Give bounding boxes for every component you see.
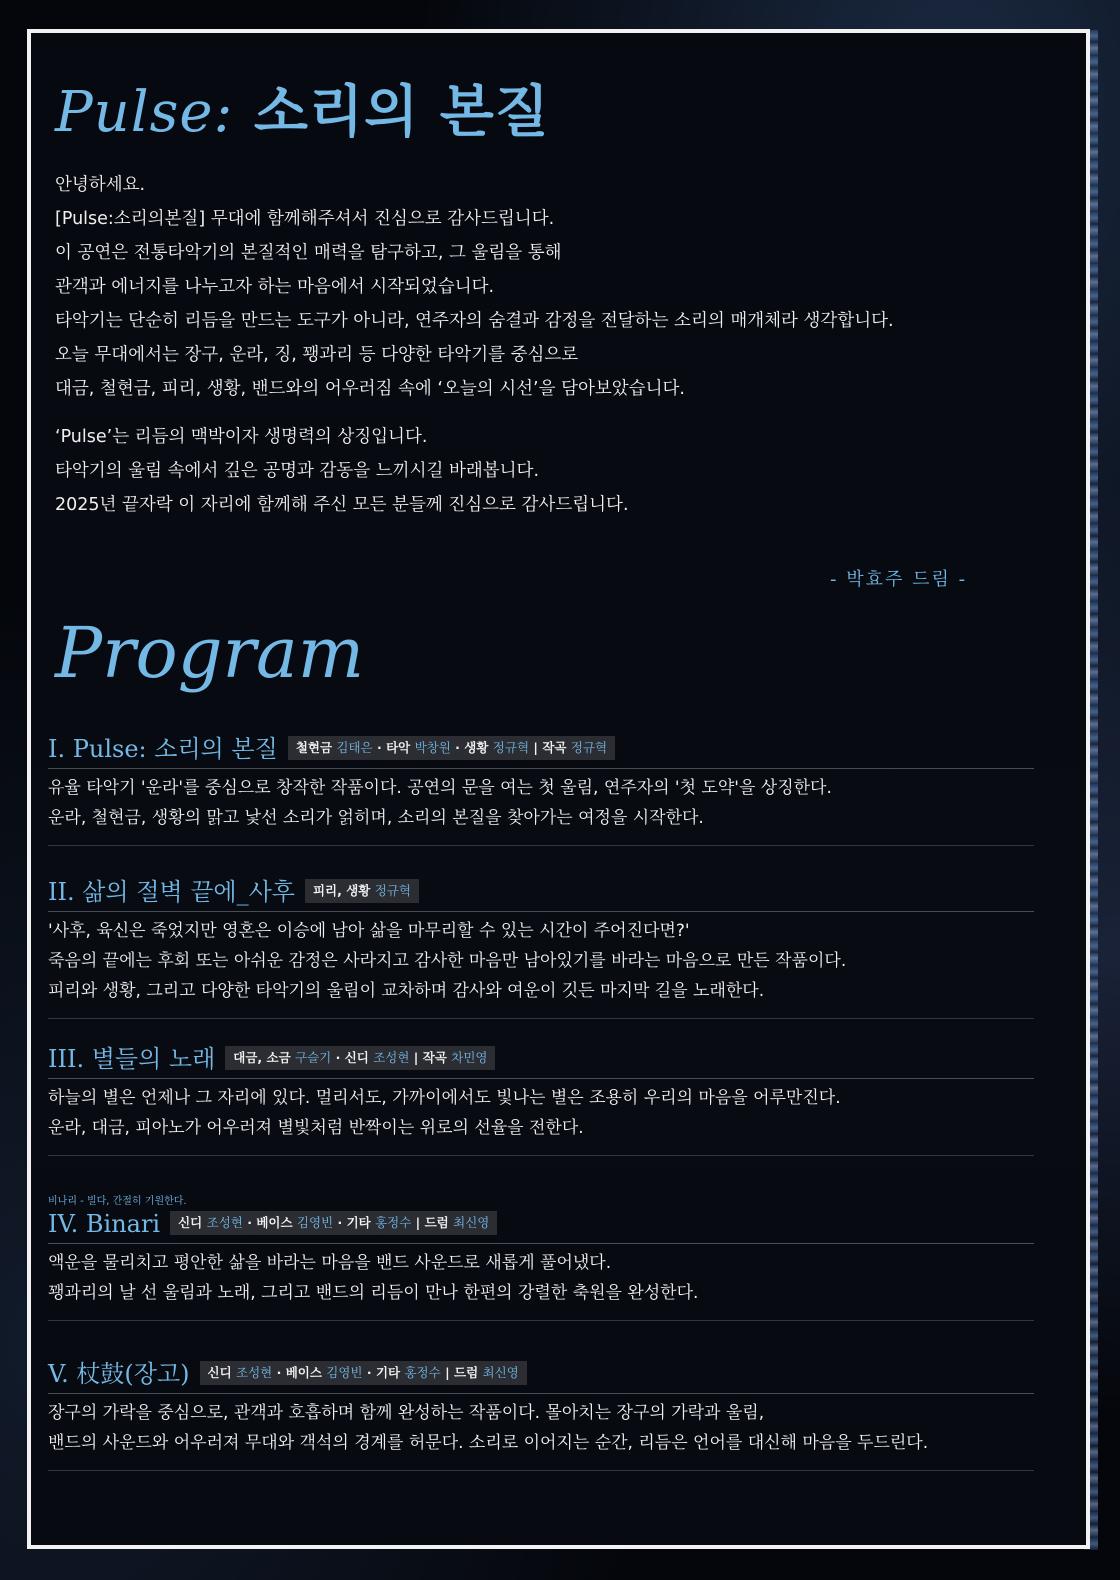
credit-name: 조성현 [206,1215,243,1230]
description-line: 운라, 대금, 피아노가 어우러져 별빛처럼 반짝이는 위로의 선율을 전한다. [48,1118,584,1138]
credit-name: 조성현 [236,1365,273,1380]
divider [48,1470,1034,1471]
credit-role: 기타 [375,1365,405,1380]
description-line: 밴드의 사운드와 어우러져 무대와 객석의 경계를 허문다. 소리로 이어지는 순간, 리듬은 언어를 대신해 마음을 두드린다. [48,1433,929,1453]
intro-line: 오늘 무대에서는 장구, 운라, 징, 꽹과리 등 다양한 타악기를 중심으로 [55,345,579,365]
credit-role: 생황 [464,740,493,755]
program-piece [48,873,1034,1019]
intro-line: 관객과 에너지를 나누고자 하는 마음에서 시작되었습니다. [55,277,495,297]
intro-line: 안녕하세요. [55,175,146,195]
credit-role: 드럼 [454,1365,483,1380]
credit-name: 김영빈 [326,1365,363,1380]
intro-text [55,168,1045,522]
piece-description [48,1394,1034,1458]
piece-title: I. Pulse: 소리의 본질 [48,735,278,763]
divider [48,1018,1034,1019]
intro-line: 대금, 철현금, 피리, 생황, 밴드와의 어우러짐 속에 ‘오늘의 시선’을 담아보았습니다. [55,379,685,399]
description-line: 액운을 물리치고 평안한 삶을 바라는 마음을 밴드 사운드로 새롭게 풀어냈다. [48,1253,612,1273]
description-line: 유율 타악기 '운라'를 중심으로 창작한 작품이다. 공연의 문을 여는 첫 울림, 연주자의 '첫 도약'을 상징한다. [48,778,832,798]
intro-para-2 [55,420,1045,522]
description-line: 꽹과리의 날 선 울림과 노래, 그리고 밴드의 리듬이 만나 한편의 강렬한 축원을 완성한다. [48,1283,699,1303]
piece-description [48,1079,1034,1143]
description-line: '사후, 육신은 죽었지만 영혼은 이승에 남아 삶을 마무리할 수 있는 시간이 주어진다면?' [48,921,690,941]
description-line: 하늘의 별은 언제나 그 자리에 있다. 멀리서도, 가까이에서도 빛나는 별은 조용히 우리의 마음을 어루만진다. [48,1088,841,1108]
divider [48,845,1034,846]
credit-name: 조성현 [373,1050,410,1065]
credit-role: 신디 [207,1365,237,1380]
credit-role: 신디 [178,1215,207,1230]
credit-role: 작곡 [422,1050,452,1065]
intro-line: 타악기의 울림 속에서 깊은 공명과 감동을 느끼시길 바래봅니다. [55,461,540,481]
piece-title: II. 삶의 절벽 끝에_사후 [48,878,295,906]
credit-name: 차민영 [451,1050,488,1065]
paragraph-gap [55,406,1045,420]
piece-header [48,730,1034,764]
main-title [55,68,550,148]
divider [48,1320,1034,1321]
credit-role: 피리, 생황 [312,883,375,898]
piece-title: IV. Binari [48,1210,161,1238]
program-piece [48,730,1034,846]
credit-name: 최신영 [482,1365,519,1380]
credit-role: 작곡 [542,740,571,755]
credit-role: 타악 [386,740,415,755]
credit-role: 대금, 소금 [233,1050,296,1065]
credit-name: 박창원 [414,740,451,755]
credit-name: 정규혁 [492,740,530,755]
piece-credits: 신디 조성현 · 베이스 김영빈 · 기타 홍정수 | 드럼 최신영 [170,1211,497,1235]
credit-name: 홍정수 [375,1215,412,1230]
credit-role: 신디 [344,1050,374,1065]
credit-name: 최신영 [453,1215,490,1230]
credit-name: 김태은 [336,740,373,755]
signature: - 박효주 드림 - [830,569,968,590]
intro-line: ‘Pulse’는 리듬의 맥박이자 생명력의 상징입니다. [55,427,428,447]
program-title: Program [55,612,365,694]
intro-para-1 [55,168,1045,406]
piece-header [48,1355,1034,1389]
description-line: 운라, 철현금, 생황의 맑고 낯선 소리가 얽히며, 소리의 본질을 찾아가는 여정을 시작한다. [48,808,704,828]
piece-credits: 신디 조성현 · 베이스 김영빈 · 기타 홍정수 | 드럼 최신영 [200,1361,527,1385]
piece-description [48,769,1034,833]
footnote: 비나리 - 빌다, 간절히 기원한다. [48,1196,187,1207]
program-piece [48,1040,1034,1156]
piece-header [48,873,1034,907]
intro-line: 타악기는 단순히 리듬을 만드는 도구가 아니라, 연주자의 숨결과 감정을 전달하는 소리의 매개체라 생각합니다. [55,311,894,331]
credit-name: 정규혁 [374,883,411,898]
piece-credits [305,879,419,903]
title-script: Pulse: [55,80,234,145]
credit-role: 기타 [346,1215,376,1230]
piece-header [48,1205,1034,1239]
description-line: 장구의 가락을 중심으로, 관객과 호흡하며 함께 완성하는 작품이다. 몰아치는 장구의 가락과 울림, [48,1403,765,1423]
program-piece [48,1205,1034,1321]
piece-header [48,1040,1034,1074]
piece-description [48,912,1034,1006]
credit-role: 베이스 [256,1215,297,1230]
divider [48,1155,1034,1156]
credit-name: 김영빈 [296,1215,334,1230]
intro-line: 2025년 끝자락 이 자리에 함께해 주신 모든 분들께 진심으로 감사드립니다. [55,495,629,515]
credit-role: 드럼 [424,1215,454,1230]
piece-title: III. 별들의 노래 [48,1045,216,1073]
credit-role: 철현금 [295,740,337,755]
credit-name: 정규혁 [570,740,608,755]
credit-name: 구슬기 [295,1050,332,1065]
credit-role: 베이스 [285,1365,327,1380]
credit-name: 홍정수 [404,1365,441,1380]
piece-title: V. 杖鼓(장고) [48,1360,190,1388]
intro-line: 이 공연은 전통타악기의 본질적인 매력을 탐구하고, 그 울림을 통해 [55,243,562,263]
description-line: 죽음의 끝에는 후회 또는 아쉬운 감정은 사라지고 감사한 마음만 남아있기를 바라는 마음으로 만든 작품이다. [48,951,847,971]
program-piece [48,1355,1034,1471]
piece-credits: 철현금 김태은 · 타악 박창원 · 생황 정규혁 | 작곡 정규혁 [288,736,615,760]
piece-description [48,1244,1034,1308]
title-main: 소리의 본질 [253,79,550,145]
piece-credits: 대금, 소금 구슬기 · 신디 조성현 | 작곡 차민영 [225,1046,495,1070]
description-line: 피리와 생황, 그리고 다양한 타악기의 울림이 교차하며 감사와 여운이 깃든 마지막 길을 노래한다. [48,981,765,1001]
intro-line: [Pulse:소리의본질] 무대에 함께해주셔서 진심으로 감사드립니다. [55,209,555,229]
